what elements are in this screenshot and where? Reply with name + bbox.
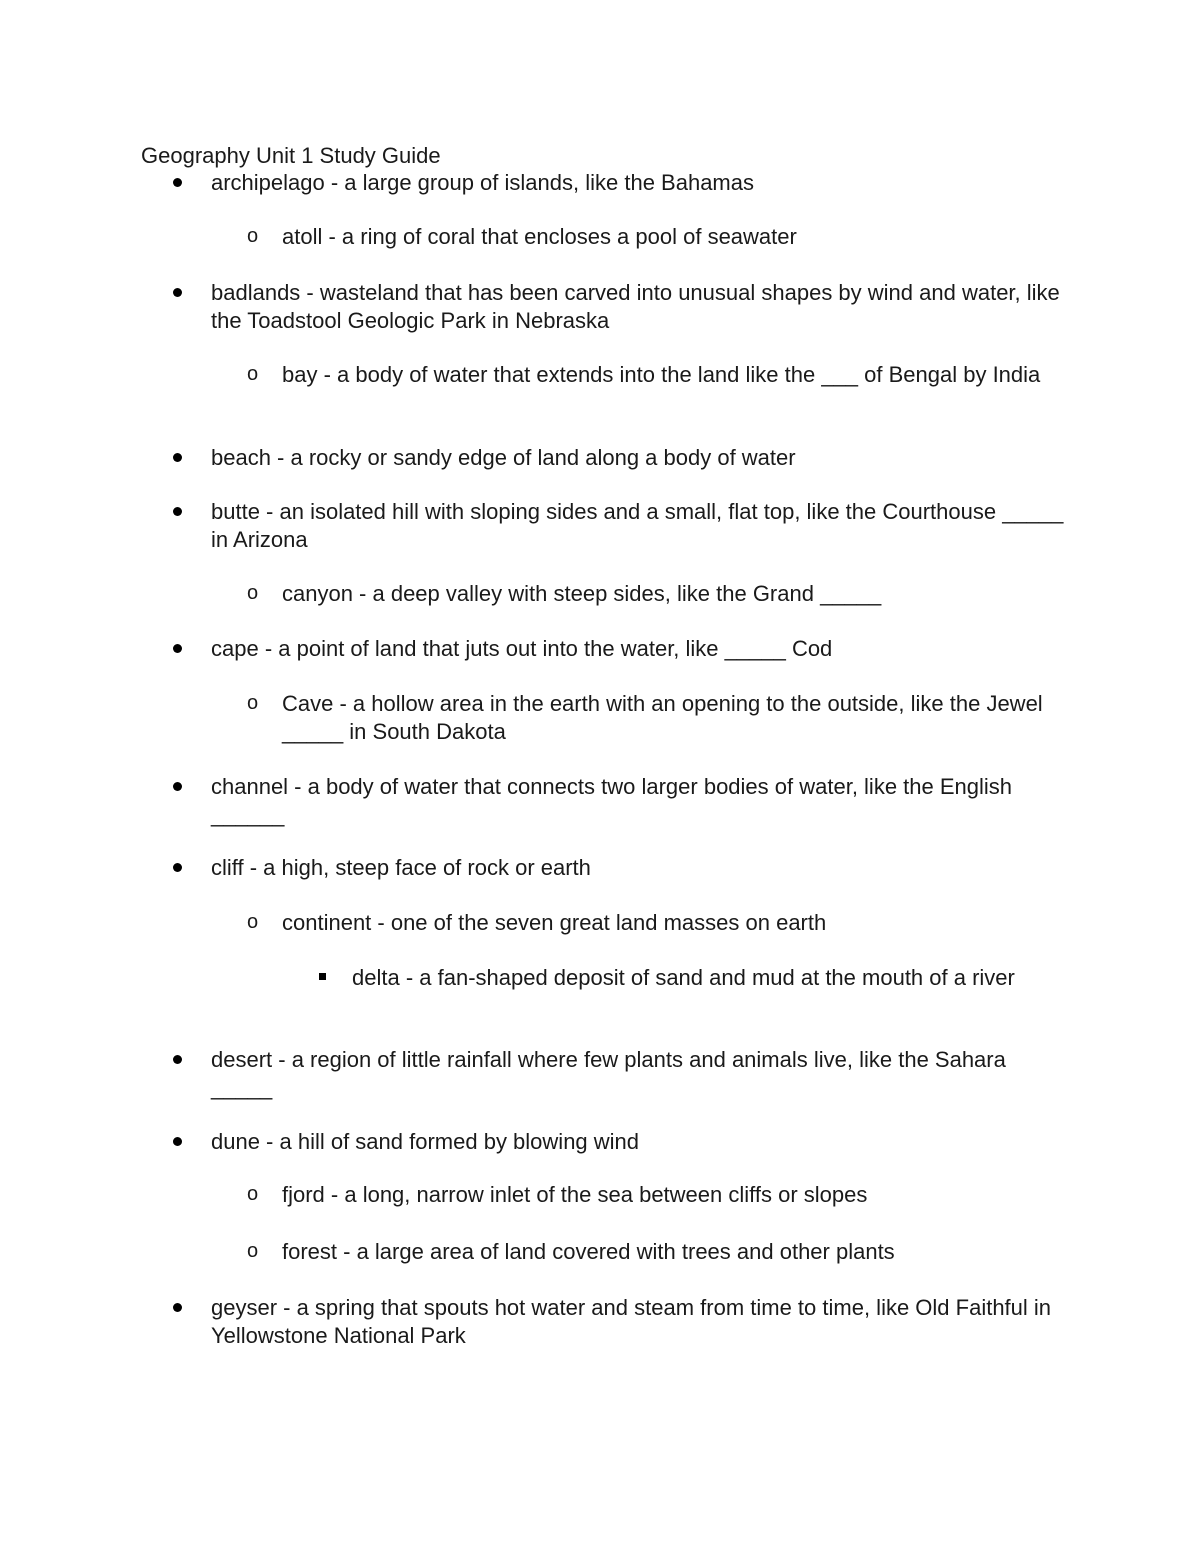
bullet-icon	[173, 863, 182, 872]
list-item-channel	[211, 773, 1071, 828]
list-item-text: continent - one of the seven great land masses on earth	[282, 910, 827, 935]
list-item-text: dune - a hill of sand formed by blowing wind	[211, 1129, 640, 1154]
list-item-text: cape - a point of land that juts out into the water, like _____ Cod	[211, 636, 833, 661]
list-item-archipelago	[211, 169, 1071, 197]
circle-bullet-icon: o	[247, 363, 259, 385]
list-item-text: cliff - a high, steep face of rock or earth	[211, 855, 591, 880]
square-bullet-icon	[319, 973, 326, 980]
bullet-icon	[173, 644, 182, 653]
circle-bullet-icon: o	[247, 1240, 259, 1262]
list-item-text: beach - a rocky or sandy edge of land along a body of water	[211, 445, 796, 470]
list-item-text: archipelago - a large group of islands, like the Bahamas	[211, 170, 754, 195]
list-item-text: geyser - a spring that spouts hot water and steam from time to time, like Old Faithful in Yellowstone National Park	[211, 1295, 1052, 1348]
bullet-icon	[173, 1303, 182, 1312]
bullet-icon	[173, 507, 182, 516]
circle-bullet-icon: o	[247, 1183, 259, 1205]
list-item-dune	[211, 1128, 1071, 1156]
document-title: Geography Unit 1 Study Guide	[141, 143, 441, 168]
list-item-badlands	[211, 279, 1071, 334]
list-item-cave	[247, 690, 1062, 745]
list-item-geyser	[211, 1294, 1071, 1349]
list-item-beach	[211, 444, 1071, 472]
list-item-text: forest - a large area of land covered with trees and other plants	[282, 1239, 895, 1264]
list-item-text: desert - a region of little rainfall where few plants and animals live, like the Sahara _____	[211, 1047, 1006, 1100]
list-item-text: Cave - a hollow area in the earth with an opening to the outside, like the Jewel _____ in South Dakota	[282, 691, 1043, 744]
bullet-icon	[173, 178, 182, 187]
list-item-forest	[247, 1238, 1062, 1266]
bullet-icon	[173, 1055, 182, 1064]
list-item-cape	[211, 635, 1071, 663]
list-item-text: butte - an isolated hill with sloping sides and a small, flat top, like the Courthouse _____ in Arizona	[211, 499, 1064, 552]
list-item-continent	[247, 909, 1062, 937]
bullet-icon	[173, 782, 182, 791]
list-item-text: delta - a fan-shaped deposit of sand and mud at the mouth of a river	[352, 965, 1015, 990]
list-item-fjord	[247, 1181, 1062, 1209]
list-item-text: fjord - a long, narrow inlet of the sea between cliffs or slopes	[282, 1182, 868, 1207]
list-item-text: atoll - a ring of coral that encloses a pool of seawater	[282, 224, 797, 249]
list-item-text: canyon - a deep valley with steep sides, like the Grand _____	[282, 581, 882, 606]
circle-bullet-icon: o	[247, 911, 259, 933]
list-item-butte	[211, 498, 1071, 553]
list-item-desert	[211, 1046, 1071, 1101]
list-item-delta	[352, 964, 1052, 992]
circle-bullet-icon: o	[247, 225, 259, 247]
list-item-canyon	[247, 580, 1062, 608]
list-item-bay	[247, 361, 1062, 389]
list-item-atoll	[247, 223, 1062, 251]
bullet-icon	[173, 1137, 182, 1146]
list-item-text: badlands - wasteland that has been carved into unusual shapes by wind and water, like the Toadstool Geologic Park in Nebraska	[211, 280, 1060, 333]
bullet-icon	[173, 453, 182, 462]
bullet-icon	[173, 288, 182, 297]
list-item-cliff	[211, 854, 1071, 882]
list-item-text: bay - a body of water that extends into the land like the ___ of Bengal by India	[282, 362, 1041, 387]
list-item-text: channel - a body of water that connects two larger bodies of water, like the English ______	[211, 774, 1013, 827]
circle-bullet-icon: o	[247, 692, 259, 714]
circle-bullet-icon: o	[247, 582, 259, 604]
